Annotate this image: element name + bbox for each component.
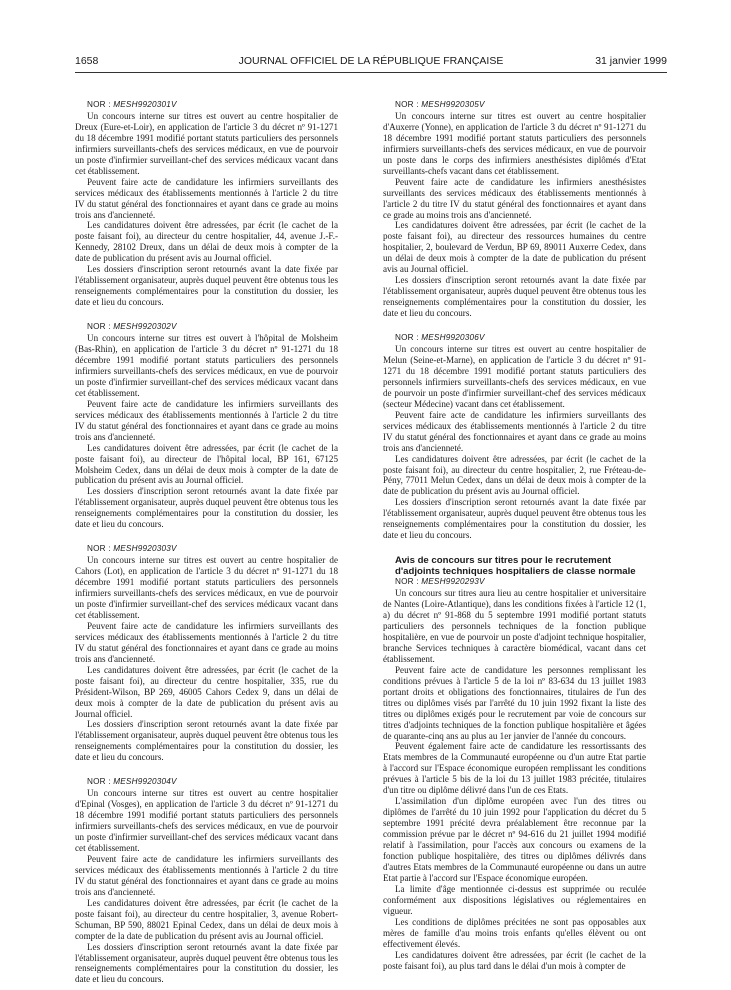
section-gap: [75, 530, 338, 544]
right-column: [383, 100, 646, 971]
body-paragraph: Un concours interne sur titres est ouvert au centre hospitalier d'Auxerre (Yonne), en application de l'article 3 du décret nº 91-1271 du 18 décembre 1991 modifié portant statuts particuliers des personnels infirmiers surveillants-chefs des services médicaux, en vue de pourvoir un poste dans le corps des infirmiers anesthésistes diplômés d'Etat surveillants-chefs vacant dans cet établissement.: [383, 110, 646, 176]
nor-reference: [75, 322, 338, 333]
body-paragraph: L'assimilation d'un diplôme européen avec l'un des titres ou diplômes de l'arrêté du 10 juin 1992 pour l'application du décret du 5 septembre 1991 précité devra préalablement être reconnue par la commission prévue par le décret nº 94-616 du 21 juillet 1994 modifié relatif à l'assimilation, pour l'accès aux concours ou examens de la fonction publique hospitalière, des titres ou diplômes délivrés dans d'autres Etats membres de la Communauté européenne ou dans un autre Etat partie à l'accord sur l'Espace économique européen.: [383, 796, 646, 883]
issue-date: 31 janvier 1999: [595, 55, 667, 67]
body-paragraph: Les candidatures doivent être adressées, par écrit (le cachet de la poste faisant foi), au directeur du centre hospitalier, 335, rue du Président-Wilson, BP 269, 46005 Cahors Cedex 9, dans un délai de deux mois à compter de la date de publication du présent avis au Journal officiel.: [75, 664, 338, 719]
body-paragraph: Peuvent faire acte de candidature les infirmiers surveillants des services médicaux des établissements mentionnés à l'article 2 du titre IV du statut général des fonctionnaires et ayant dans ce grade au moins trois ans d'ancienneté.: [75, 853, 338, 897]
nor-label: NOR :: [87, 777, 111, 787]
nor-reference: [383, 100, 646, 111]
page-header: [75, 55, 667, 71]
nor-code: MESH9920306V: [421, 333, 485, 343]
nor-code: MESH9920302V: [113, 322, 177, 332]
body-paragraph: Un concours interne sur titres est ouvert au centre hospitalier d'Epinal (Vosges), en application de l'article 3 du décret nº 91-1271 du 18 décembre 1991 modifié portant statuts particuliers des personnels infirmiers surveillants-chefs des services médicaux, en vue de pourvoir un poste d'infirmier surveillant-chef des services médicaux vacant dans cet établissement.: [75, 788, 338, 853]
nor-reference: [383, 577, 646, 588]
nor-reference: [75, 544, 338, 555]
body-paragraph: Les candidatures doivent être adressées, par écrit (le cachet de la poste faisant foi), au directeur du centre hospitalier, 3, avenue Robert-Schuman, BP 590, 88021 Epinal Cedex, dans un délai de deux mois à compter de la date de publication du présent avis au Journal officiel.: [75, 897, 338, 941]
section-gap: [75, 308, 338, 322]
body-paragraph: Un concours interne sur titres est ouvert au centre hospitalier de Melun (Seine-et-Marne), en application de l'article 3 du décret nº 91-1271 du 18 décembre 1991 modifié portant statuts particuliers des personnels infirmiers surveillants-chefs des services médicaux, en vue de pourvoir un poste d'infirmier surveillant-chef des services médicaux (secteur Médecine) vacant dans cet établissement.: [383, 344, 646, 409]
body-paragraph: Un concours interne sur titres est ouvert au centre hospitalier de Dreux (Eure-et-Loir), en application de l'article 3 du décret nº 91-1271 du 18 décembre 1991 modifié portant statuts particuliers des personnels infirmiers surveillants-chefs des services médicaux, en vue de pourvoir un poste d'infirmier surveillant-chef des services médicaux vacant dans cet établissement.: [75, 110, 338, 176]
body-paragraph: Peuvent faire acte de candidature les infirmiers anesthésistes surveillants des services médicaux des établissements mentionnés à l'article 2 du titre IV du statut général des fonctionnaires et ayant dans ce grade au moins trois ans d'ancienneté.: [383, 176, 646, 220]
body-paragraph: Un concours sur titres aura lieu au centre hospitalier et universitaire de Nantes (Loire-Atlantique), dans les conditions fixées à l'article 12 (1, a) du décret nº 91-868 du 5 septembre 1991 modifié portant statuts particuliers des personnels techniques de la fonction publique hospitalière, en vue de pourvoir un poste d'adjoint technique hospitalier, branche Services techniques à caractère biomédical, vacant dans cet établissement.: [383, 588, 646, 664]
body-paragraph: Les conditions de diplômes précitées ne sont pas opposables aux mères de famille d'au moins trois enfants qu'elles élèvent ou ont effectivement élevés.: [383, 916, 646, 949]
body-paragraph: Les dossiers d'inscription seront retournés avant la date fixée par l'établissement organisateur, auprès duquel peuvent être obtenus tous les renseignements complémentaires pour la constitution du dossier, les date et lieu du concours.: [75, 486, 338, 530]
body-paragraph: Peuvent faire acte de candidature les infirmiers surveillants des services médicaux des établissements mentionnés à l'article 2 du titre IV du statut général des fonctionnaires et ayant dans ce grade au moins trois ans d'ancienneté.: [75, 176, 338, 220]
nor-label: NOR :: [395, 333, 419, 343]
left-column: [75, 100, 338, 985]
nor-code: MESH9920301V: [113, 100, 177, 109]
nor-reference: [75, 777, 338, 788]
body-paragraph: Peuvent faire acte de candidature les infirmiers surveillants des services médicaux des établissements mentionnés à l'article 2 du titre IV du statut général des fonctionnaires et ayant dans ce grade au moins trois ans d'ancienneté.: [383, 409, 646, 453]
notice-title: d'adjoints techniques hospitaliers de classe normale: [395, 566, 636, 578]
nor-label: NOR :: [395, 577, 419, 587]
journal-title: JOURNAL OFFICIEL DE LA RÉPUBLIQUE FRANÇAISE: [238, 55, 504, 67]
body-paragraph: Les dossiers d'inscription seront retournés avant la date fixée par l'établissement organisateur, auprès duquel peuvent être obtenus tous les renseignements complémentaires pour la constitution du dossier, les date et lieu du concours.: [383, 275, 646, 319]
body-paragraph: Les candidatures doivent être adressées, par écrit (le cachet de la poste faisant foi), au directeur des ressources humaines du centre hospitalier, 2, boulevard de Verdun, BP 69, 89011 Auxerre Cedex, dans un délai de deux mois à compter de la date de publication du présent avis au Journal officiel.: [383, 220, 646, 275]
body-paragraph: Les dossiers d'inscription seront retournés avant la date fixée par l'établissement organisateur, auprès duquel peuvent être obtenus tous les renseignements complémentaires pour la constitution du dossier, les date et lieu du concours.: [75, 264, 338, 308]
body-paragraph: Les candidatures doivent être adressées, par écrit (le cachet de la poste faisant foi), au plus tard dans le délai d'un mois à compter de: [383, 949, 646, 971]
body-paragraph: Peuvent faire acte de candidature les infirmiers surveillants des services médicaux des établissements mentionnés à l'article 2 du titre IV du statut général des fonctionnaires et ayant dans ce grade au moins trois ans d'ancienneté.: [75, 398, 338, 442]
body-paragraph: Les dossiers d'inscription seront retournés avant la date fixée par l'établissement organisateur, auprès duquel peuvent être obtenus tous les renseignements complémentaires pour la constitution du dossier, les date et lieu du concours.: [383, 497, 646, 541]
body-paragraph: Peuvent faire acte de candidature les personnes remplissant les conditions prévues à l'article 5 de la loi nº 83-634 du 13 juillet 1983 portant droits et obligations des fonctionnaires, titulaires de l'un des titres ou diplômes visés par l'arrêté du 10 juin 1992 fixant la liste des titres ou diplômes exigés pour le recrutement par voie de concours sur titres d'adjoints techniques de la fonction publique hospitalière et âgées de quarante-cinq ans au plus au 1er janvier de l'année du concours.: [383, 664, 646, 741]
nor-code: MESH9920304V: [113, 777, 177, 787]
body-paragraph: La limite d'âge mentionnée ci-dessus est supprimée ou reculée conformément aux dispositions législatives ou réglementaires en vigueur.: [383, 883, 646, 916]
section-gap: [383, 541, 646, 555]
body-paragraph: Un concours interne sur titres est ouvert à l'hôpital de Molsheim (Bas-Rhin), en application de l'article 3 du décret nº 91-1271 du 18 décembre 1991 modifié portant statuts particuliers des personnels infirmiers surveillants-chefs des services médicaux, en vue de pourvoir un poste d'infirmier surveillant-chef des services médicaux vacant dans cet établissement.: [75, 333, 338, 398]
nor-code: MESH9920293V: [421, 577, 485, 587]
section-gap: [383, 319, 646, 333]
body-paragraph: Les dossiers d'inscription seront retournés avant la date fixée par l'établissement organisateur, auprès duquel peuvent être obtenus tous les renseignements complémentaires pour la constitution du dossier, les date et lieu du concours.: [75, 941, 338, 985]
nor-reference: [383, 333, 646, 344]
nor-label: NOR :: [87, 322, 111, 332]
nor-code: MESH9920305V: [421, 100, 485, 109]
body-paragraph: Les dossiers d'inscription seront retournés avant la date fixée par l'établissement organisateur, auprès duquel peuvent être obtenus tous les renseignements complémentaires pour la constitution du dossier, les date et lieu du concours.: [75, 719, 338, 763]
nor-label: NOR :: [395, 100, 419, 109]
nor-label: NOR :: [87, 544, 111, 554]
page-number: 1658: [75, 55, 99, 67]
body-paragraph: Les candidatures doivent être adressées, par écrit (le cachet de la poste faisant foi), au directeur du centre hospitalier, 2, rue Fréteau-de-Pény, 77011 Melun Cedex, dans un délai de deux mois à compter de la date de publication du présent avis au Journal officiel.: [383, 453, 646, 497]
body-paragraph: Les candidatures doivent être adressées, par écrit (le cachet de la poste faisant foi), au directeur du centre hospitalier, 44, avenue J.-F.-Kennedy, 28102 Dreux, dans un délai de deux mois à compter de la date de publication du présent avis au Journal officiel.: [75, 220, 338, 264]
body-paragraph: Peuvent faire acte de candidature les infirmiers surveillants des services médicaux des établissements mentionnés à l'article 2 du titre IV du statut général des fonctionnaires et ayant dans ce grade au moins trois ans d'ancienneté.: [75, 620, 338, 664]
nor-label: NOR :: [87, 100, 111, 109]
body-paragraph: Un concours interne sur titres est ouvert au centre hospitalier de Cahors (Lot), en application de l'article 3 du décret nº 91-1271 du 18 décembre 1991 modifié portant statuts particuliers des personnels infirmiers surveillants-chefs des services médicaux, en vue de pourvoir un poste d'infirmier surveillant-chef des services médicaux vacant dans cet établissement.: [75, 555, 338, 620]
body-paragraph: Peuvent également faire acte de candidature les ressortissants des Etats membres de la Communauté européenne ou d'un autre Etat partie à l'accord sur l'Espace économique européen remplissant les conditions prévues à l'article 5 bis de la loi du 13 juillet 1983 précitée, titulaires d'un titre ou diplôme délivré dans l'un de ces Etats.: [383, 741, 646, 796]
nor-code: MESH9920303V: [113, 544, 177, 554]
notice-title: Avis de concours sur titres pour le recrutement: [395, 555, 612, 567]
section-gap: [75, 763, 338, 777]
body-paragraph: Les candidatures doivent être adressées, par écrit (le cachet de la poste faisant foi), au directeur de l'hôpital local, BP 161, 67125 Molsheim Cedex, dans un délai de deux mois à compter de la date de publication du présent avis au Journal officiel.: [75, 442, 338, 486]
nor-reference: [75, 100, 338, 111]
header-rule: [75, 72, 667, 73]
